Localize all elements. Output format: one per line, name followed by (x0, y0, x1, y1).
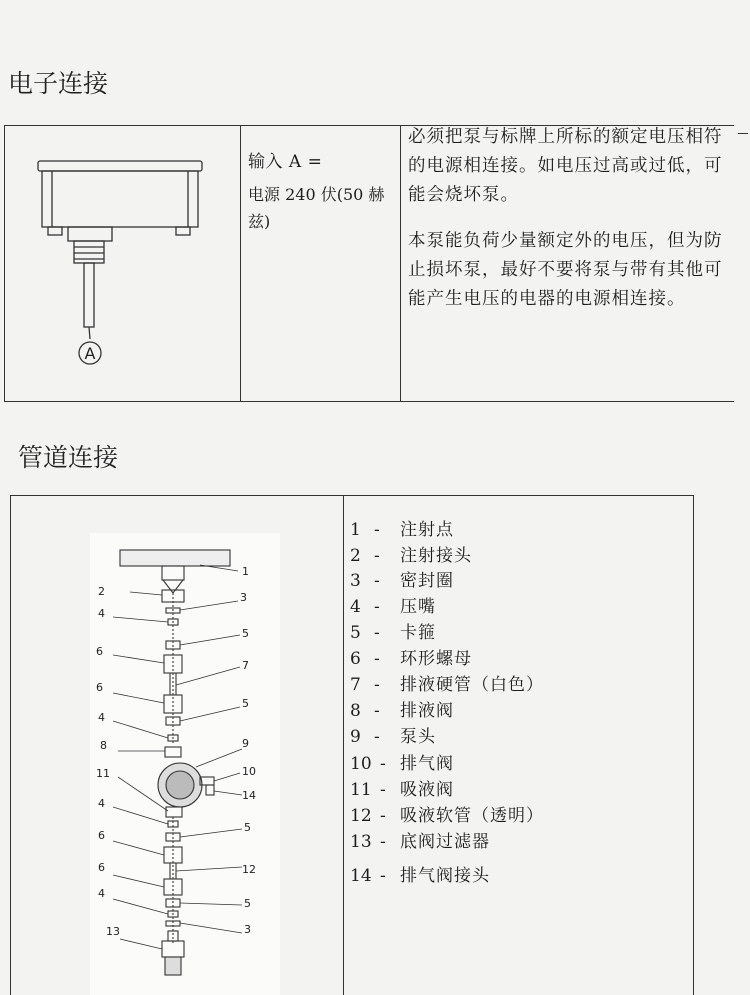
part-name: 卡箍 (400, 623, 436, 643)
pump-foot (176, 227, 190, 235)
power-spec: 电源 240 伏(50 赫兹) (248, 185, 385, 231)
part-number: 9 (350, 727, 361, 747)
piping-exploded-diagram (10, 495, 343, 995)
part-item (350, 566, 454, 591)
table-edge-mark (738, 133, 748, 134)
part-name: 吸液软管（透明） (400, 806, 544, 826)
part-item (350, 644, 472, 669)
callout-13: 13 (106, 925, 120, 938)
part-number: 14 (350, 866, 372, 886)
section-title-piping: 管道连接 (18, 443, 119, 472)
part-number: 2 (350, 546, 361, 566)
electrical-table (4, 125, 734, 402)
part-number: 5 (350, 623, 361, 643)
part-name: 环形螺母 (400, 649, 472, 669)
part-name: 吸液阀 (400, 780, 454, 800)
section-title-electrical: 电子连接 (8, 69, 109, 98)
part-separator: - (374, 520, 380, 540)
callout-6: 6 (96, 681, 103, 694)
pump-foot (48, 227, 62, 235)
callout-3: 3 (240, 591, 247, 604)
callout-5: 5 (244, 897, 251, 910)
part-item (350, 592, 436, 617)
part-number: 13 (350, 832, 372, 852)
callout-5: 5 (242, 697, 249, 710)
part-item (350, 775, 454, 800)
part-separator: - (380, 866, 386, 886)
part-number: 7 (350, 675, 361, 695)
part-item (350, 827, 490, 852)
part-number: 8 (350, 701, 361, 721)
part-separator: - (374, 675, 380, 695)
pump-lid (38, 161, 202, 171)
part-item (350, 749, 454, 774)
part-number: 3 (350, 571, 361, 591)
callout-8: 8 (100, 739, 107, 752)
part-number: 11 (350, 780, 372, 800)
callout-3: 3 (244, 923, 251, 936)
part-number: 10 (350, 754, 372, 774)
callout-4: 4 (98, 797, 105, 810)
cable-gland-nut (68, 227, 112, 241)
part-separator: - (374, 546, 380, 566)
part-item (350, 618, 436, 643)
part-name: 注射接头 (400, 546, 472, 566)
marker-a: A (84, 344, 96, 363)
part-separator: - (380, 780, 386, 800)
part-name: 注射点 (400, 520, 454, 540)
part-separator: - (374, 727, 380, 747)
part-separator: - (374, 649, 380, 669)
part-item (350, 801, 544, 826)
piping-table (10, 495, 694, 995)
callout-14: 14 (242, 789, 256, 802)
callout-10: 10 (242, 765, 256, 778)
part-number: 12 (350, 806, 372, 826)
foot-valve-filter (165, 957, 181, 975)
callout-5: 5 (244, 821, 251, 834)
callout-12: 12 (242, 863, 256, 876)
callout-4: 4 (98, 887, 105, 900)
callout-4: 4 (98, 711, 105, 724)
part-separator: - (374, 571, 380, 591)
callout-6: 6 (98, 861, 105, 874)
callout-9: 9 (242, 737, 249, 750)
callout-4: 4 (98, 607, 105, 620)
part-name: 底阀过滤器 (400, 832, 490, 852)
part-separator: - (374, 701, 380, 721)
callout-6: 6 (96, 645, 103, 658)
part-name: 压嘴 (400, 597, 436, 617)
part-number: 4 (350, 597, 361, 617)
part-separator: - (374, 597, 380, 617)
column-divider (400, 125, 401, 402)
callout-5: 5 (242, 627, 249, 640)
cable-gland (74, 241, 104, 263)
part-separator: - (380, 806, 386, 826)
power-cable (84, 263, 94, 327)
callout-2: 2 (98, 585, 105, 598)
part-name: 排液硬管（白色） (400, 675, 544, 695)
column-divider (240, 125, 241, 402)
callout-7: 7 (242, 659, 249, 672)
part-name: 排气阀 (400, 754, 454, 774)
part-name: 排气阀接头 (400, 866, 490, 886)
part-item (350, 861, 490, 886)
part-item (350, 541, 472, 566)
callout-11: 11 (96, 767, 110, 780)
leader-line (89, 327, 90, 339)
part-name: 密封圈 (400, 571, 454, 591)
part-item (350, 515, 454, 540)
pump-body (42, 171, 198, 227)
part-separator: - (374, 623, 380, 643)
part-number: 6 (350, 649, 361, 669)
part-item (350, 696, 454, 721)
callout-1: 1 (242, 565, 249, 578)
part-name: 泵头 (400, 727, 436, 747)
pump-power-illustration (4, 125, 240, 402)
voltage-advice: 本泵能负荷少量额定外的电压，但为防止损坏泵，最好不要将泵与带有其他可能产生电压的电器的电源相连接。 (408, 231, 723, 309)
part-separator: - (380, 832, 386, 852)
callout-6: 6 (98, 829, 105, 842)
input-label: 输入 A = (248, 152, 323, 172)
part-name: 排液阀 (400, 701, 454, 721)
part-item (350, 670, 544, 695)
column-divider (343, 495, 344, 995)
part-number: 1 (350, 520, 361, 540)
injection-tee (120, 550, 230, 566)
part-item (350, 722, 436, 747)
part-separator: - (380, 754, 386, 774)
voltage-warning: 必须把泵与标牌上所标的额定电压相符的电源相连接。如电压过高或过低，可能会烧坏泵。 (408, 127, 723, 205)
